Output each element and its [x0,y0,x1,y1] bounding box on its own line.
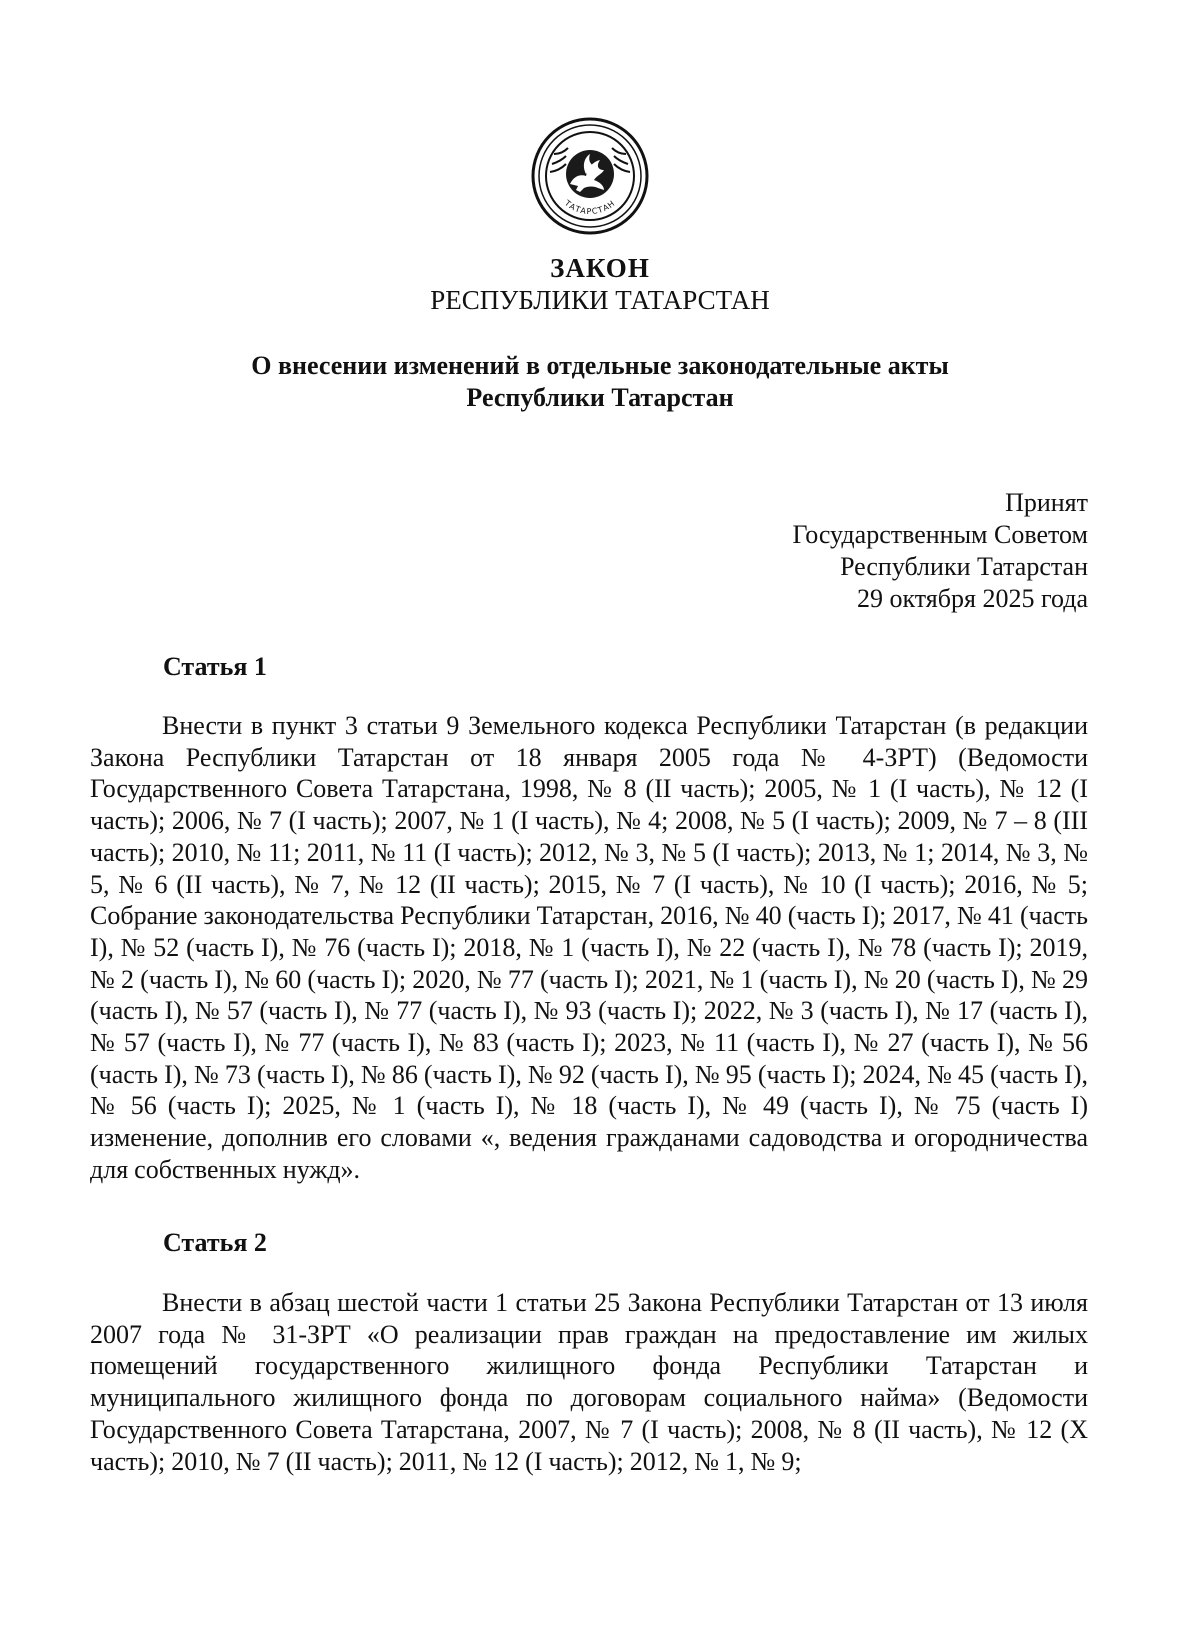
adoption-line: Республики Татарстан [840,552,1088,581]
article-1-title: Статья 1 [163,652,267,681]
law-title: ЗАКОН [550,253,650,283]
tatarstan-coat-of-arms-icon [530,116,650,236]
document-heading [0,350,1200,414]
document-heading-line: Республики Татарстан [466,383,734,412]
law-subtitle: РЕСПУБЛИКИ ТАТАРСТАН [430,285,770,315]
adoption-date: 29 октября 2025 года [857,584,1088,613]
article-2-title: Статья 2 [163,1228,267,1257]
adoption-line: Принят [1005,488,1088,517]
adoption-block [792,487,1088,615]
adoption-line: Государственным Советом [792,520,1088,549]
document-heading-line: О внесении изменений в отдельные законодательные акты [251,351,949,380]
svg-text:ТАТАРСТАН: ТАТАРСТАН [562,198,618,217]
article-1-text: Внести в пункт 3 статьи 9 Земельного кодекса Республики Татарстан (в редакции Закона Республики Татарстан от 18 января 2005 года № 4-ЗРТ) (Ведомости Государственного Совета Татарстана, 1998, № 8 (II часть); 2005, № 1 (I часть), № 12 (I часть); 2006, № 7 (I часть); 2007, № 1 (I часть), № 4; 2008, № 5 (I часть); 2009, № 7 – 8 (III часть); 2010, № 11; 2011, № 11 (I часть); 2012, № 3, № 5 (I часть); 2013, № 1; 2014, № 3, № 5, № 6 (II часть), № 7, № 12 (II часть); 2015, № 7 (I часть), № 10 (I часть); 2016, № 5; Собрание законодательства Республики Татарстан, 2016, № 40 (часть I); 2017, № 41 (часть I), № 52 (часть I), № 76 (часть I); 2018, № 1 (часть I), № 22 (часть I), № 78 (часть I); 2019, № 2 (часть I), № 60 (часть I); 2020, № 77 (часть I); 2021, № 1 (часть I), № 20 (часть I), № 29 (часть I), № 57 (часть I), № 77 (часть I), № 93 (часть I); 2022, № 3 (часть I), № 17 (часть I), № 57 (часть I), № 77 (часть I), № 83 (часть I); 2023, № 11 (часть I), № 27 (часть I), № 56 (часть I), № 73 (часть I), № 86 (часть I), № 92 (часть I), № 95 (часть I); 2024, № 45 (часть I), № 56 (часть I); 2025, № 1 (часть I), № 18 (часть I), № 49 (часть I), № 75 (часть I) изменение, дополнив его словами «, ведения гражданами садоводства и огородничества для собственных нужд». [90,711,1088,1184]
coat-of-arms-emblem [530,116,650,236]
article-2-text: Внести в абзац шестой части 1 статьи 25 Закона Республики Татарстан от 13 июля 2007 года № 31-ЗРТ «О реализации прав граждан на предоставление им жилых помещений государственного жилищного фонда Республики Татарстан и муниципального жилищного фонда по договорам социального найма» (Ведомости Государственного Совета Татарстана, 2007, № 7 (I часть); 2008, № 8 (II часть), № 12 (X часть); 2010, № 7 (II часть); 2011, № 12 (I часть); 2012, № 1, № 9; [90,1288,1088,1476]
